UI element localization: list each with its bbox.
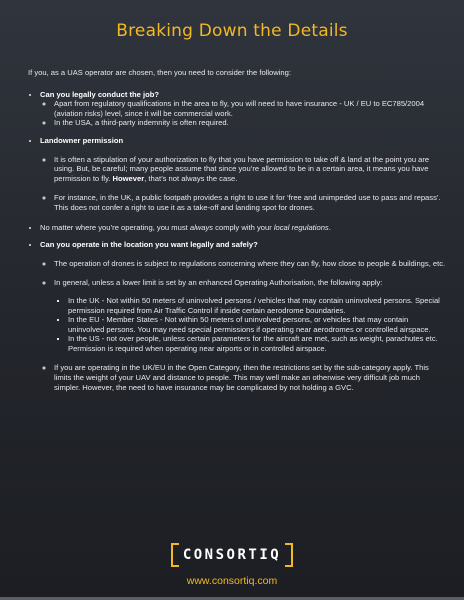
consortiq-logo	[171, 543, 293, 567]
section-heading-legal-job: Can you legally conduct the job?	[40, 89, 159, 99]
list-item-us: ▪ In the US - not over people, unless certain parameters for the aircraft are met, such as weight, parachutes etc. Permission is required when operating near airports or in controlled airspace.	[68, 334, 446, 353]
logo-text: CONSORTIQ	[182, 547, 282, 563]
section-heading-landowner: Landowner permission	[40, 135, 124, 145]
list-item-landowner	[40, 136, 446, 213]
list-item: ◦ Apart from regulatory qualifications in the area to fly, you will need to have insurance - UK / EU to EC785/2004 (aviation risks) level, since it will be commercial work.	[54, 99, 446, 118]
location-sublist	[40, 259, 446, 393]
list-item: ◦ In general, unless a lower limit is set by an enhanced Operating Authorisation, the following apply: ▪ In the UK - Not within 50 meters of uninvolved persons / vehicles that may contain uninvolved persons. Special permission required from Air Traffic Control if inside certain aerodrome boundaries. ▪ In the EU - Member States - Not within 50 meters of uninvolved persons, or vehicles that may contain uninvolved persons. You may need special permissions if operating near aerodromes or controlled airspace. ▪ In the US - not over people, unless certain parameters for the aircraft are met, such as weight, parachutes etc. Permission is required when operating near airports or in controlled airspace.	[54, 278, 446, 353]
logo-container	[0, 543, 464, 567]
legal-job-sublist	[40, 99, 446, 128]
list-item-local-regulations: • No matter where you’re operating, you must always comply with your local regulations.	[40, 223, 446, 233]
intro-paragraph: If you, as a UAS operator are chosen, then you need to consider the following:	[28, 68, 291, 77]
list-item-legal-job	[40, 90, 446, 128]
logo-left-bracket	[171, 543, 179, 567]
landowner-sublist	[40, 155, 446, 213]
website-link[interactable]: www.consortiq.com	[186, 575, 278, 587]
document-body	[24, 68, 446, 402]
region-rules-list	[54, 296, 446, 354]
main-list	[24, 90, 446, 393]
list-item: ◦ The operation of drones is subject to regulations concerning where they can fly, how close to people & buildings, etc.	[54, 259, 446, 269]
list-item: ◦ In the USA, a third-party indemnity is often required.	[54, 118, 446, 128]
page-title: Breaking Down the Details	[116, 21, 348, 41]
list-item-uk: ▪ In the UK - Not within 50 meters of uninvolved persons / vehicles that may contain uninvolved persons. Special permission required from Air Traffic Control if inside certain aerodrome boundaries.	[68, 296, 446, 315]
list-item-eu: ▪ In the EU - Member States - Not within 50 meters of uninvolved persons, or vehicles that may contain uninvolved persons. You may need special permissions if operating near aerodromes or controlled airspace.	[68, 315, 446, 334]
list-item: ◦ It is often a stipulation of your authorization to fly that you have permission to take off & land at the point you are using. But, be careful; many people assume that since you’re allowed to be in a certain area, it means you have permission to fly. However, that’s not always the case.	[54, 155, 446, 184]
list-item-location	[40, 240, 446, 392]
logo-right-bracket	[285, 543, 293, 567]
list-item: ◦ For instance, in the UK, a public footpath provides a right to use it for ‘free and unimpeded use to pass and repass’. This does not confer a right to use it as a take-off and landing spot for drones.	[54, 193, 446, 212]
list-item: ◦ If you are operating in the UK/EU in the Open Category, then the restrictions set by the sub-category apply. This limits the weight of your UAV and distance to people. This may well make an otherwise very difficult job much simpler. However, the need to have insurance may be complicated by not holding a GVC.	[54, 363, 446, 392]
section-heading-location: Can you operate in the location you want legally and safely?	[40, 240, 258, 250]
